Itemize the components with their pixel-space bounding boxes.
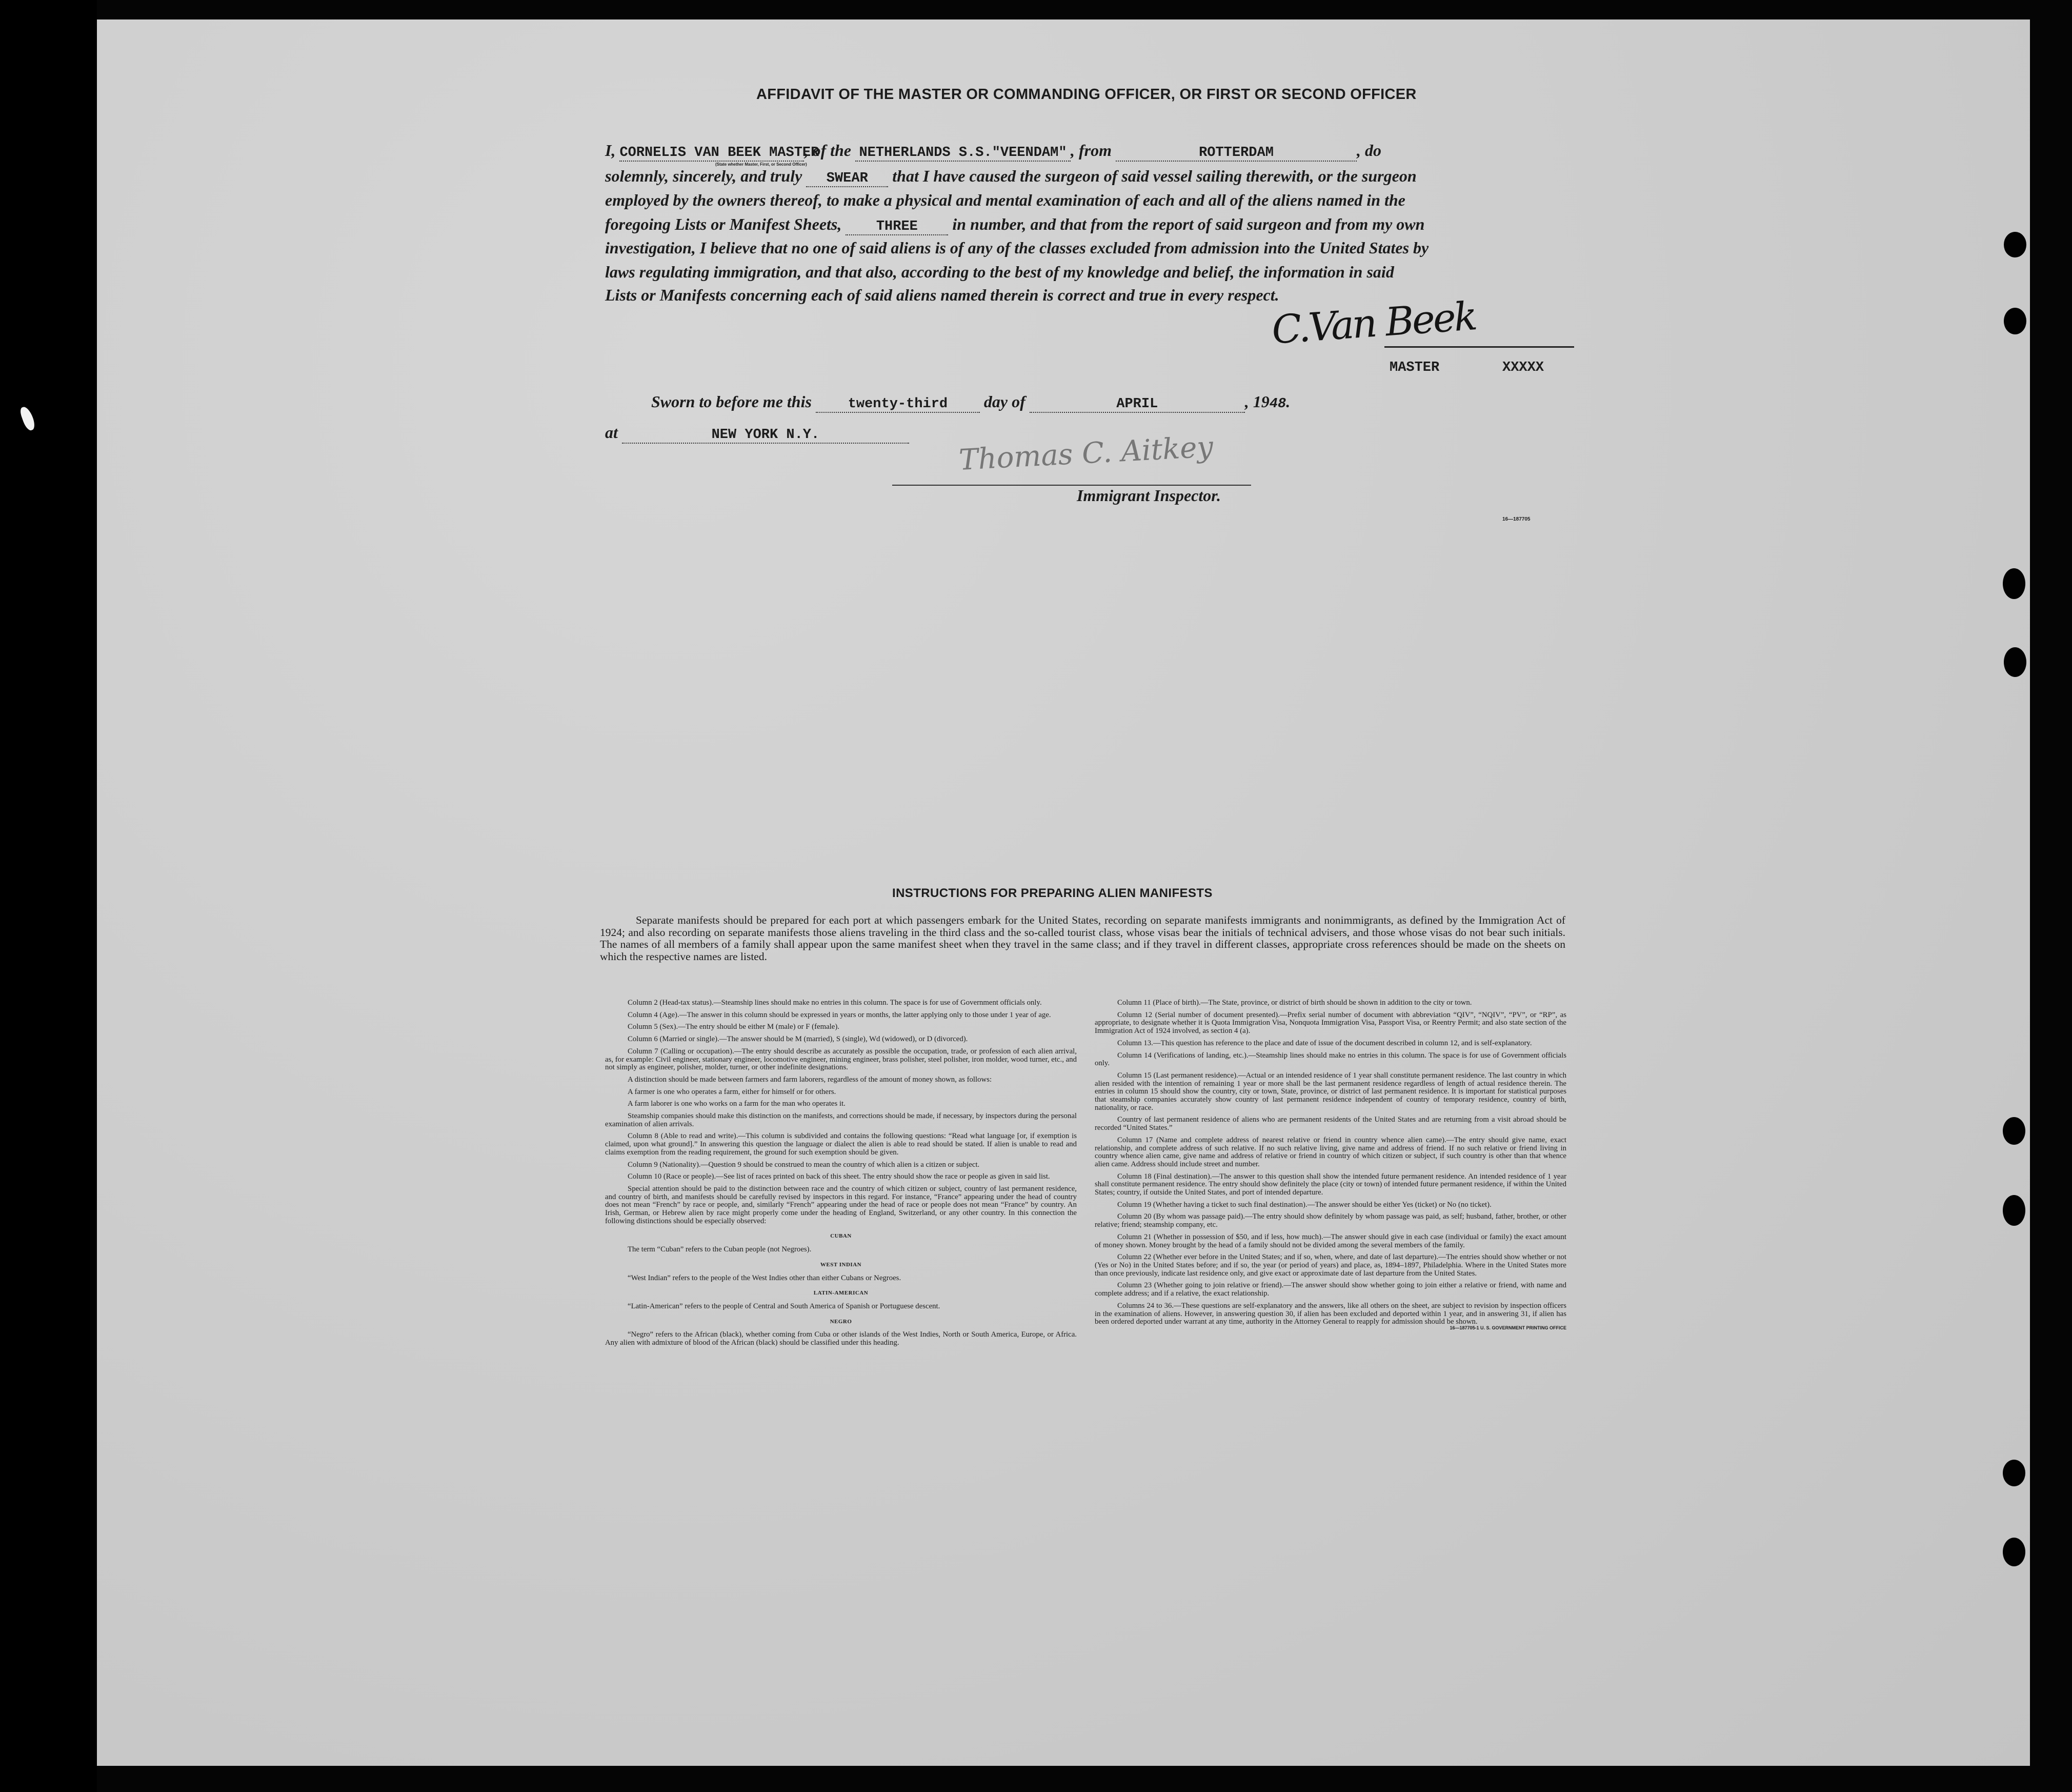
affidavit-text: day of [983,392,1025,411]
sheet-count-field: THREE [846,219,948,235]
instructions-title: INSTRUCTIONS FOR PREPARING ALIEN MANIFESTS [892,886,1213,900]
section-heading: LATIN-AMERICAN [813,1290,869,1297]
master-signature: C.Van Beek [1270,293,1477,353]
instruction-paragraph: Country of last permanent residence of aliens who are permanent residents of the United States and are returning from a visit abroad should be recorded “United States.” [1095,1116,1566,1132]
inspector-signature-line [892,485,1251,486]
affidavit-from: , from [1071,141,1112,160]
instruction-paragraph: Columns 24 to 36.—These questions are self-explanatory and the answers, like all others on the sheet, are subject to revision by inspection officers in the examination of aliens. However, in answering question 30, if alien has been excluded and deported within 1 year, and in answering 31, if alien has been ordered deported under warrant at any time, authority in the Attorney General to reapply for admission should be shown. [1095,1301,1566,1326]
instruction-paragraph: Column 10 (Race or people).—See list of races printed on back of this sheet. The entry should show the race or people as given in said list. [628,1172,1050,1181]
sworn-day-field: twenty-third [816,396,980,413]
affidavit-text: at [605,423,618,442]
sworn-year-field: 48 [1269,396,1286,412]
printing-office-code: 16—187705-1 U. S. GOVERNMENT PRINTING OFFICE [1450,1325,1566,1330]
instruction-paragraph: A farmer is one who operates a farm, either for himself or for others. [628,1087,836,1096]
affidavit-text: that I have caused the surgeon of said vessel sailing therewith, or the surgeon [892,167,1417,185]
instruction-paragraph: Column 14 (Verifications of landing, etc.).—Steamship lines should make no entries in this column. The space is for use of Government officials only. [1095,1051,1566,1068]
master-title: MASTER [1390,360,1440,375]
affidavit-text: Sworn to before me this [651,392,812,411]
instruction-paragraph: Column 21 (Whether in possession of $50, and if less, how much).—The answer should give in each case (individual or family) the exact amount of money shown. Money brought by the head of a family should not be divided among the several members of the family. [1095,1232,1566,1249]
affidavit-line-7: Lists or Manifests concerning each of said aliens named therein is correct and true in every respect. [605,286,1279,304]
instruction-paragraph: “Negro” refers to the African (black), whether coming from Cuba or other islands of the West Indies, North or South America, Europe, or Africa. Any alien with admixture of blood of the African (black) should be classified under this heading. [605,1330,1077,1347]
instruction-paragraph: Column 22 (Whether ever before in the United States; and if so, when, where, and date of last departure).—The entries should show whether or not (Yes or No) in the United States before; and if so, the year (or period of years) and place, as, 1894–1897, Philadelphia. Where in the United States more than once previously, indicate last residence only, and give exact or approximate date of last departure from the United States. [1095,1253,1566,1278]
instruction-paragraph: Special attention should be paid to the distinction between race and the country of which citizen or subject, country of last permanent residence, and country of birth, and manifests should be carefully revised by inspectors in this regard. For instance, “France” appearing under the head of country does not mean “French” by race or people, and, similarly “French” appearing under the head of race or people does not mean “France” by country. An Irish, German, or Hebrew alien by race might properly come under the heading of England, Switzerland, or any other country. In this connection the following distinctions should be especially observed: [605,1184,1077,1225]
inspector-signature: Thomas C. Aitkey [958,430,1214,477]
place-field: NEW YORK N.Y. [622,427,909,444]
instruction-paragraph: The term “Cuban” refers to the Cuban people (not Negroes). [628,1245,812,1254]
affidavit-line-6: laws regulating immigration, and that also, according to the best of my knowledge and belief, the information in said [605,263,1394,281]
officer-name-field: CORNELIS VAN BEEK MASTER [619,145,819,161]
affidavit-line-4 [605,215,1424,235]
instructions-intro: Separate manifests should be prepared for each port at which passengers embark for the United States, recording on separate manifests immigrants and nonimmigrants, as defined by the Immigration Act of 1924; and also recording on separate manifests those aliens traveling in the third class and the so-called tourist class, whose visas bear the initials of technical advisers, and those whose visas do not bear such initials. The names of all members of a family shall appear upon the same manifest sheet when they travel in the same class; and if they travel in different classes, appropriate cross references should be made on the sheets on which the respective names are listed. [600,914,1565,963]
place-line [605,423,909,444]
punch-hole [2004,308,2026,334]
affidavit-line-2 [605,167,1417,187]
affidavit-line-1 [605,141,1381,162]
affidavit-text: solemnly, sincerely, and truly [605,167,802,185]
scan-border [0,0,97,1792]
affidavit-text: foregoing Lists or Manifest Sheets, [605,215,842,233]
affidavit-of-the: , of the [804,141,851,160]
instruction-paragraph: Column 7 (Calling or occupation).—The entry should describe as accurately as possible the occupation, trade, or profession of each alien arrival, as, for example: Civil engineer, stationary engineer, locomotive engineer, mining engineer, brass polisher, steel polisher, iron molder, wood turner, etc., and not simply as engineer, polisher, molder, turner, or other indefinite designations. [605,1047,1077,1072]
instruction-paragraph: Column 17 (Name and complete address of nearest relative or friend in country whence alien came).—The entry should give name, exact relationship, and complete address of such relative. If no such relative living, give name and address of friend. If no such relative or friend living in country whence alien came, give name and address of relative or friend in country of which citizen or subject, if such country is other than that whence alien came. Address should include street and number. [1095,1136,1566,1168]
instruction-paragraph: Column 12 (Serial number of document presented).—Prefix serial number of document with abbreviation “QIV”, “NQIV”, “PV”, or “RP”, as appropriate, to designate whether it is Quota Immigration Visa, Nonquota Immigration Visa, Passport Visa, or Reentry Permit; and also state section of the Immigration Act of 1924 involved, as section 4 (a). [1095,1010,1566,1036]
affidavit-line-5: investigation, I believe that no one of said aliens is of any of the classes excluded from admission into the United States by [605,238,1429,257]
instruction-paragraph: A farm laborer is one who works on a farm for the man who operates it. [628,1100,846,1108]
punch-hole [2003,1538,2025,1566]
instruction-paragraph: Column 20 (By whom was passage paid).—The entry should show definitely by whom passage was paid, as self; husband, father, brother, or other relative; friend; steamship company, etc. [1095,1212,1566,1229]
port-field: ROTTERDAM [1116,145,1357,162]
instruction-paragraph: Steamship companies should make this distinction on the manifests, and corrections should be made, if necessary, by inspectors during the personal examination of alien arrivals. [605,1112,1077,1128]
instruction-paragraph: A distinction should be made between farmers and farm laborers, regardless of the amount of money shown, as follows: [628,1075,992,1084]
sworn-line: Sworn to before me this twenty-third day of APRIL , 1948. [651,392,1291,412]
instruction-paragraph: “West Indian” refers to the people of the West Indies other than either Cubans or Negroes. [628,1273,901,1282]
vessel-name-field: NETHERLANDS S.S."VEENDAM" [855,145,1071,162]
punch-hole [2004,232,2026,257]
struck-rank: XXXXX [1502,360,1544,375]
instruction-paragraph: Column 11 (Place of birth).—The State, province, or district of birth should be shown in addition to the city or town. [1117,999,1472,1007]
instruction-paragraph: “Latin-American” refers to the people of Central and South America of Spanish or Portuguese descent. [628,1302,940,1310]
instruction-paragraph: Column 8 (Able to read and write).—This column is subdivided and contains the following questions: “Read what language [or, if exemption is claimed, upon what ground].” In answering this question the language or dialect the alien is able to read should be stated. If alien is unable to read and claims exemption from the reading requirement, the ground for such exemption should be given. [605,1132,1077,1157]
affidavit-line-3: employed by the owners thereof, to make a physical and mental examination of each and all of the aliens named in the [605,191,1405,209]
affidavit-title: AFFIDAVIT OF THE MASTER OR COMMANDING OFFICER, OR FIRST OR SECOND OFFICER [756,86,1417,103]
instruction-paragraph: Column 4 (Age).—The answer in this column should be expressed in years or months, the latter applying only to those under 1 year of age. [628,1010,1051,1019]
sworn-month-field: APRIL [1030,396,1245,413]
instruction-paragraph: Column 13.—This question has reference to the place and date of issue of the document described in column 12, and is self-explanatory. [1117,1039,1532,1047]
affidavit-i: I, [605,141,616,160]
affidavit-text: , 19 [1244,392,1270,411]
punch-hole [2003,568,2025,599]
section-heading: NEGRO [830,1318,852,1325]
punch-hole [2003,1117,2025,1145]
instruction-paragraph: Column 6 (Married or single).—The answer should be M (married), S (single), Wd (widowed), or D (divorced). [628,1035,968,1044]
affidavit-do: , do [1357,141,1381,160]
inspector-label: Immigrant Inspector. [1077,486,1221,505]
section-heading: CUBAN [830,1233,852,1240]
oath-field: SWEAR [806,171,888,187]
section-heading: WEST INDIAN [820,1261,862,1268]
instruction-paragraph: Column 19 (Whether having a ticket to such final destination).—The answer should be either Yes (ticket) or No (no ticket). [1117,1200,1492,1209]
instruction-paragraph: Column 18 (Final destination).—The answer to this question shall show the intended future permanent residence. An intended residence of 1 year shall constitute permanent residence. The entry should show definitely the place (city or town) of intended future permanent residence, if within the United States; country, if outside the United States, and port of intended departure. [1095,1172,1566,1197]
signature-line [1384,346,1574,348]
punch-hole [2004,647,2026,677]
instruction-paragraph: Column 15 (Last permanent residence).—Actual or an intended residence of 1 year shall constitute permanent residence. The last country in which alien resided with the intention of remaining 1 year or more shall be the last permanent residence regardless of length of actual residence therein. The entries in column 15 should show the country, city or town, State, province, or district of last permanent residence. It is important for statistical purposes that steamship companies accurately show country of last permanent residence independent of country of temporary residence, country of birth, nationality, or race. [1095,1071,1566,1112]
instruction-paragraph: Column 9 (Nationality).—Question 9 should be construed to mean the country of which alien is a citizen or subject. [628,1160,980,1169]
punch-hole [2003,1195,2025,1226]
instruction-paragraph: Column 2 (Head-tax status).—Steamship lines should make no entries in this column. The space is for use of Government officials only. [628,999,1042,1007]
officer-rank-note: (State whether Master, First, or Second Officer) [715,162,807,167]
punch-hole [2003,1460,2025,1486]
instructions-right-column [1095,999,1566,1337]
instruction-paragraph: Column 23 (Whether going to join relative or friend).—The answer should show whether going to join either a relative or friend, with name and complete address; and if a relative, the exact relationship. [1095,1281,1566,1298]
instructions-left-column [605,999,1077,1351]
affidavit-text: in number, and that from the report of said surgeon and from my own [952,215,1425,233]
form-number: 16—187705 [1502,516,1531,522]
instruction-paragraph: Column 5 (Sex).—The entry should be either M (male) or F (female). [628,1023,839,1031]
